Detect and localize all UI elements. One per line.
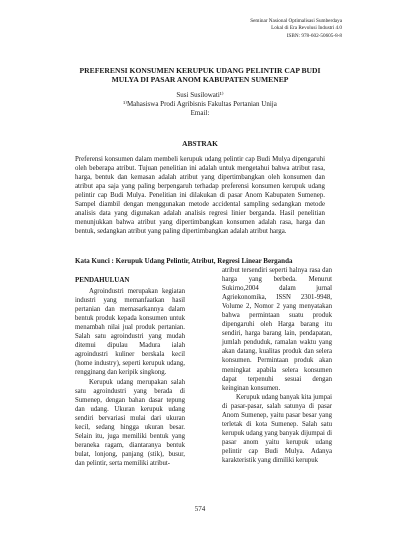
author-affiliation: ¹⁾Mahasiswa Prodi Agribisnis Fakultas Pertanian Unija	[123, 100, 277, 109]
author-name: Susi Susilowati¹⁾	[176, 91, 224, 99]
left-column	[75, 276, 185, 468]
paragraph: Kerupuk udang banyak kita jumpai di pasar-pasar, salah satunya di pasar Anom Sumenep, yaitu pasar besar yang terletak di kota Sumenep. Salah satu kerupuk udang yang banyak dijumpai di pasar anom yaitu kerupuk udang pelintir cap Budi Mulya. Adanya karakteristik yang dimiliki kerupuk	[222, 393, 332, 464]
paper-title	[60, 66, 340, 85]
header-line-2: Lokal di Era Revolusi Industri 4.0	[271, 25, 342, 32]
paragraph: Agroindustri merupakan kegiatan industri yang memanfaatkan hasil pertanian dan memasarkannya dalam bentuk produk kepada konsumen untuk menambah nilai jual produk pertanian. Salah satu agroindustri yang mudah ditemui dipulau Madura ialah agroindustri kuliner berskala kecil (home industry), seperti kerupuk udang, rengginang dan keripik singkong.	[75, 288, 185, 377]
abstract-text: Preferensi konsumen dalam membeli kerupuk udang pelintir cap Budi Mulya dipengaruhi oleh beberapa atribut. Tujuan penelitian ini adalah untuk mengetahui bahwa atribut rasa, harga, bentuk dan kemasan adalah atribut yang dipertimbangkan oleh konsumen dan atribut apa saja yang paling berpengaruh terhadap preferensi konsumen kerupuk udang pelintir cap Budi Mulya. Penelitian ini dilakukan di pasar Anom Kabupaten Sumenep. Sampel diambil dengan menggunakan metode accidental sampling sedangkan metode analisis data yang digunakan adalah analisis regresi linier berganda. Hasil penelitian menunjukkan bahwa atribut yang dipertimbangkan konsumen adalah rasa, harga dan bentuk, sedangkan atribut yang paling dipertimbangkan adalah atribut harga.	[75, 156, 325, 236]
title-line-1: PREFERENSI KONSUMEN KERUPUK UDANG PELINTIR CAP BUDI	[79, 66, 321, 75]
abstract-heading: ABSTRAK	[182, 139, 218, 148]
keywords: Kata Kunci : Kerupuk Udang Pelintir, Atribut, Regresi Linear Berganda	[75, 257, 293, 265]
paragraph: Kerupuk udang merupakan salah satu agroindustri yang berada di Sumenep, dengan bahan dasar tepung dan udang. Ukuran kerupuk udang sendiri bervariasi mulai dari ukuran kecil, sedang hingga ukuran besar. Selain itu, juga memiliki bentuk yang beraneka ragam, diantaranya bentuk bulat, lonjong, panjang (stik), busur, dan pelintir, serta memiliki atribut-	[75, 378, 185, 467]
paragraph: atribut tersendiri seperti halnya rasa dan harga yang berbeda. Menurut Sukirno,2004 dalam jurnal Agriekonomika, ISSN 2301-9948, Volume 2, Nomor 2 yang menyatakan bahwa permintaan suatu produk dipengaruhi oleh Harga barang itu sendiri, harga barang lain, pendapatan, jumlah penduduk, ramalan waktu yang akan datang, kualitas produk dan selera konsumen. Permintaan produk akan meningkat apabila selera konsumen dapat terpenuhi sesuai dengan keinginan konsumen.	[222, 267, 332, 392]
title-line-2: MULYA DI PASAR ANOM KABUPATEN SUMENEP	[111, 75, 289, 85]
section-heading: PENDAHULUAN	[75, 276, 130, 284]
right-column	[222, 266, 332, 465]
page-number: 574	[194, 505, 206, 513]
header-line-1: Seminar Nasional Optimalisasi Sumberdaya	[250, 18, 342, 24]
author-email: Email:	[190, 109, 210, 118]
header-isbn: ISBN: 978-602-50605-8-8	[286, 32, 342, 39]
running-header	[172, 18, 342, 40]
author-block	[60, 91, 340, 119]
